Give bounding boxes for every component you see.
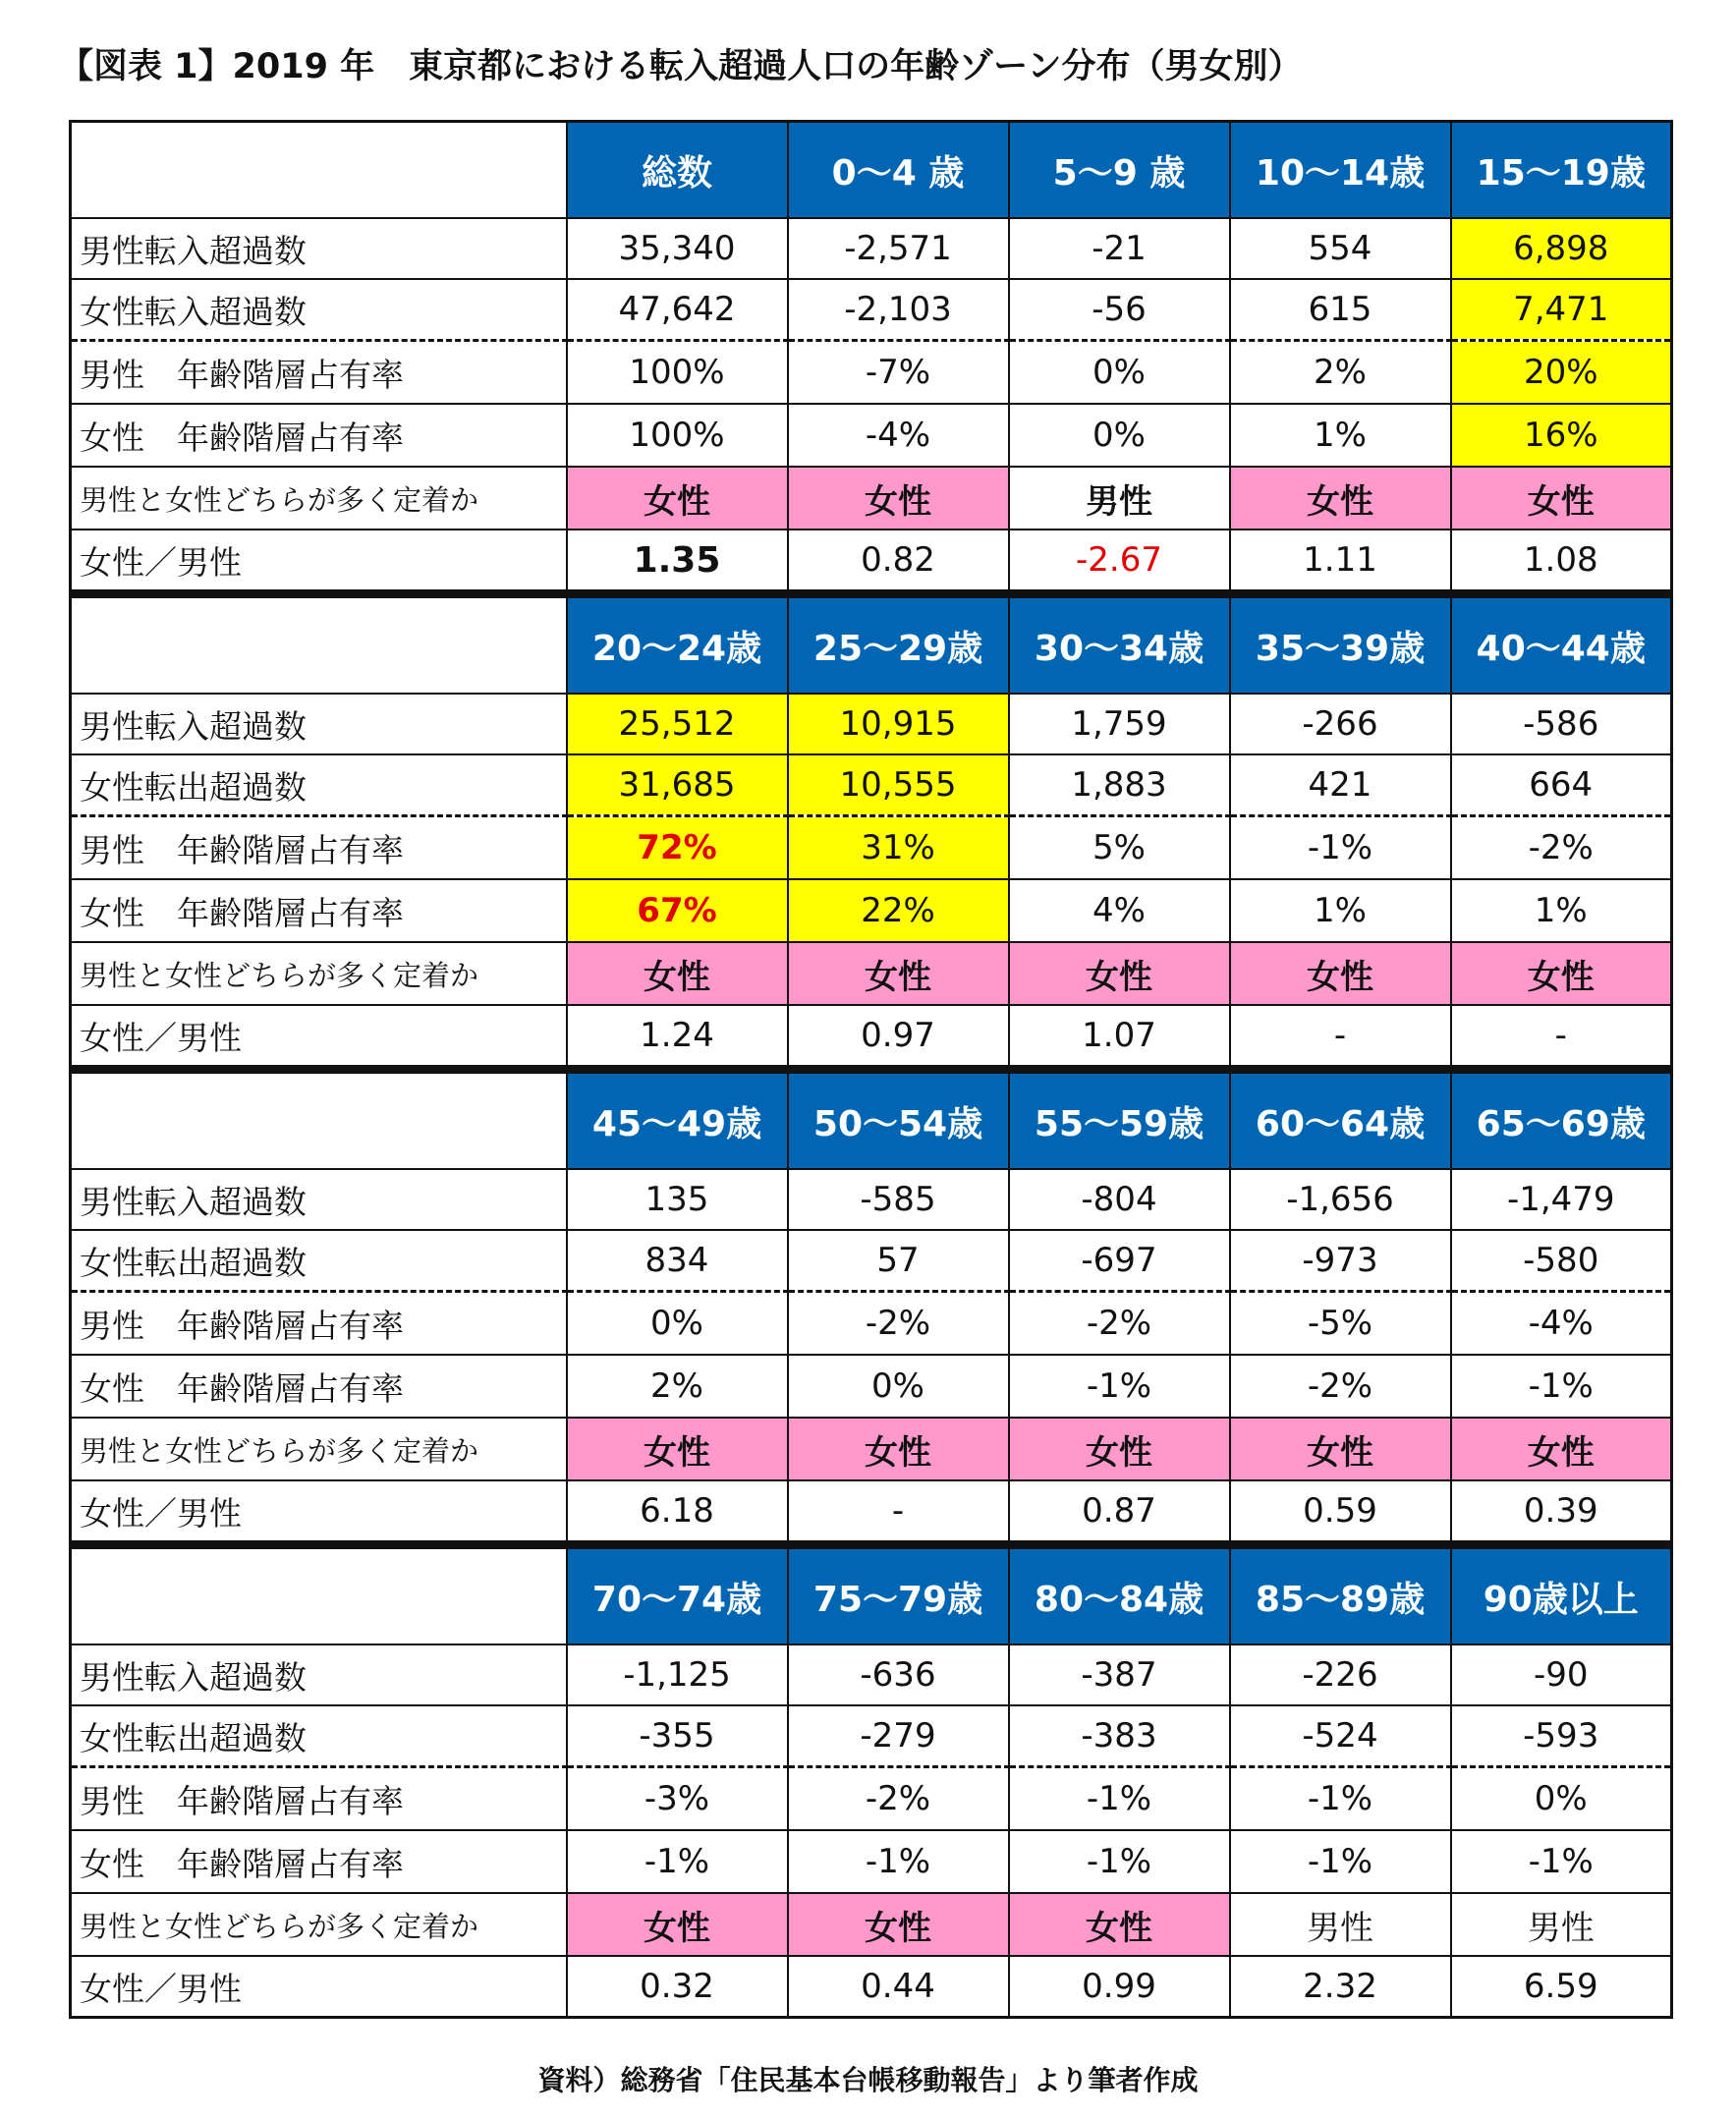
table-cell: 男性 xyxy=(1230,1893,1451,1956)
table-row xyxy=(71,404,1672,467)
table-cell: - xyxy=(1230,1005,1451,1067)
table-cell: -1% xyxy=(1451,1355,1672,1418)
table-cell: 1.24 xyxy=(567,1005,788,1067)
table-cell: 女性 xyxy=(567,1893,788,1956)
header-corner-cell xyxy=(71,122,567,219)
table-cell: 0% xyxy=(1451,1767,1672,1831)
table-cell: 女性 xyxy=(1451,1418,1672,1480)
table-cell: 72% xyxy=(567,816,788,880)
table-cell: -585 xyxy=(788,1169,1009,1230)
age-category-header: 25～29歳 xyxy=(788,595,1009,694)
age-category-header: 10～14歳 xyxy=(1230,122,1451,219)
table-cell: 女性 xyxy=(567,467,788,530)
table-cell: 女性 xyxy=(1451,467,1672,530)
header-corner-cell xyxy=(71,1546,567,1644)
age-category-header: 90歳以上 xyxy=(1451,1546,1672,1644)
row-label: 女性転出超過数 xyxy=(71,1230,567,1292)
table-cell: -7% xyxy=(788,341,1009,405)
table-cell: -4% xyxy=(1451,1292,1672,1356)
table-cell: -2,103 xyxy=(788,279,1009,341)
table-cell: -2% xyxy=(1230,1355,1451,1418)
table-cell: -1% xyxy=(1230,1767,1451,1831)
table-cell: 0.82 xyxy=(788,530,1009,591)
table-cell: -2.67 xyxy=(1009,530,1230,591)
table-cell: 6.18 xyxy=(567,1480,788,1542)
table-cell: 男性 xyxy=(1009,467,1230,530)
table-cell: 0.39 xyxy=(1451,1480,1672,1542)
table-cell: -586 xyxy=(1451,694,1672,754)
table-cell: 女性 xyxy=(1230,942,1451,1005)
table-cell: - xyxy=(788,1480,1009,1542)
table-cell: 57 xyxy=(788,1230,1009,1292)
source-note: 資料）総務省「住民基本台帳移動報告」より筆者作成 xyxy=(537,2064,1199,2096)
table-cell: -266 xyxy=(1230,694,1451,754)
row-label: 男性と女性どちらが多く定着か xyxy=(71,1418,567,1480)
row-label: 女性／男性 xyxy=(71,530,567,591)
header-corner-cell xyxy=(71,595,567,694)
category-header-row xyxy=(71,1071,1672,1169)
table-row xyxy=(71,1830,1672,1893)
table-cell: 1.08 xyxy=(1451,530,1672,591)
table-cell: 615 xyxy=(1230,279,1451,341)
table-cell: 4% xyxy=(1009,879,1230,942)
table-cell: -636 xyxy=(788,1644,1009,1705)
age-category-header: 80～84歳 xyxy=(1009,1546,1230,1644)
row-label: 男性と女性どちらが多く定着か xyxy=(71,1893,567,1956)
table-cell: -2,571 xyxy=(788,218,1009,279)
table-cell: -3% xyxy=(567,1767,788,1831)
table-cell: -2% xyxy=(1451,816,1672,880)
data-table xyxy=(69,120,1670,2019)
table-cell: 1.07 xyxy=(1009,1005,1230,1067)
table-row xyxy=(71,1418,1672,1480)
table-cell: 834 xyxy=(567,1230,788,1292)
table-cell: 2% xyxy=(567,1355,788,1418)
table-cell: 35,340 xyxy=(567,218,788,279)
table-cell: 7,471 xyxy=(1451,279,1672,341)
header-corner-cell xyxy=(71,1071,567,1169)
row-label: 男性 年齢階層占有率 xyxy=(71,1292,567,1356)
table-cell: -1% xyxy=(1009,1355,1230,1418)
table-cell: -1,479 xyxy=(1451,1169,1672,1230)
table-row xyxy=(71,467,1672,530)
table-block-grid xyxy=(69,1543,1673,2019)
table-block xyxy=(69,1543,1670,2019)
table-cell: 0.97 xyxy=(788,1005,1009,1067)
table-block xyxy=(69,120,1670,592)
table-cell: 100% xyxy=(567,341,788,405)
table-row xyxy=(71,816,1672,880)
table-block xyxy=(69,592,1670,1068)
table-cell: -56 xyxy=(1009,279,1230,341)
table-cell: 女性 xyxy=(788,1893,1009,1956)
row-label: 男性転入超過数 xyxy=(71,218,567,279)
table-block-grid xyxy=(69,1068,1673,1543)
figure-title: 【図表 1】2019 年 東京都における転入超過人口の年齢ゾーン分布（男女別） xyxy=(59,47,1303,86)
table-cell: 女性 xyxy=(567,1418,788,1480)
row-label: 男性転入超過数 xyxy=(71,1169,567,1230)
table-cell: 1% xyxy=(1230,879,1451,942)
table-cell: 女性 xyxy=(567,942,788,1005)
table-cell: -1,656 xyxy=(1230,1169,1451,1230)
row-label: 女性 年齢階層占有率 xyxy=(71,1830,567,1893)
table-cell: -5% xyxy=(1230,1292,1451,1356)
table-cell: 1.35 xyxy=(567,530,788,591)
row-label: 女性／男性 xyxy=(71,1005,567,1067)
table-cell: -2% xyxy=(788,1292,1009,1356)
age-category-header: 20～24歳 xyxy=(567,595,788,694)
table-row xyxy=(71,694,1672,754)
table-cell: -1% xyxy=(1230,1830,1451,1893)
table-cell: -973 xyxy=(1230,1230,1451,1292)
age-category-header: 55～59歳 xyxy=(1009,1071,1230,1169)
table-cell: -383 xyxy=(1009,1705,1230,1767)
table-cell: 20% xyxy=(1451,341,1672,405)
table-cell: -580 xyxy=(1451,1230,1672,1292)
table-cell: 5% xyxy=(1009,816,1230,880)
table-cell: 554 xyxy=(1230,218,1451,279)
row-label: 女性 年齢階層占有率 xyxy=(71,1355,567,1418)
table-row xyxy=(71,218,1672,279)
row-label: 女性／男性 xyxy=(71,1956,567,2018)
row-label: 男性 年齢階層占有率 xyxy=(71,816,567,880)
table-cell: 6.59 xyxy=(1451,1956,1672,2018)
table-cell: 0% xyxy=(1009,341,1230,405)
table-cell: 1% xyxy=(1451,879,1672,942)
table-cell: 31,685 xyxy=(567,754,788,816)
table-cell: -1% xyxy=(788,1830,1009,1893)
table-cell: -1% xyxy=(1009,1767,1230,1831)
age-category-header: 30～34歳 xyxy=(1009,595,1230,694)
table-cell: 0.44 xyxy=(788,1956,1009,2018)
table-cell: -90 xyxy=(1451,1644,1672,1705)
table-cell: 2% xyxy=(1230,341,1451,405)
table-row xyxy=(71,879,1672,942)
table-cell: 1% xyxy=(1230,404,1451,467)
row-label: 女性転出超過数 xyxy=(71,754,567,816)
table-row xyxy=(71,1644,1672,1705)
table-block xyxy=(69,1068,1670,1543)
category-header-row xyxy=(71,122,1672,219)
age-category-header: 15～19歳 xyxy=(1451,122,1672,219)
age-category-header: 5～9 歳 xyxy=(1009,122,1230,219)
table-row xyxy=(71,1893,1672,1956)
table-cell: 0.32 xyxy=(567,1956,788,2018)
age-category-header: 40～44歳 xyxy=(1451,595,1672,694)
age-category-header: 50～54歳 xyxy=(788,1071,1009,1169)
table-cell: -697 xyxy=(1009,1230,1230,1292)
table-cell: -1% xyxy=(567,1830,788,1893)
row-label: 女性 年齢階層占有率 xyxy=(71,879,567,942)
table-cell: -1% xyxy=(1009,1830,1230,1893)
table-cell: - xyxy=(1451,1005,1672,1067)
table-cell: 135 xyxy=(567,1169,788,1230)
table-row xyxy=(71,279,1672,341)
row-label: 男性 年齢階層占有率 xyxy=(71,341,567,405)
row-label: 男性転入超過数 xyxy=(71,1644,567,1705)
table-cell: -226 xyxy=(1230,1644,1451,1705)
table-cell: 6,898 xyxy=(1451,218,1672,279)
table-cell: 47,642 xyxy=(567,279,788,341)
table-cell: 1,759 xyxy=(1009,694,1230,754)
age-category-header: 65～69歳 xyxy=(1451,1071,1672,1169)
table-cell: -387 xyxy=(1009,1644,1230,1705)
table-cell: 0.87 xyxy=(1009,1480,1230,1542)
table-cell: 女性 xyxy=(788,467,1009,530)
table-cell: 0.99 xyxy=(1009,1956,1230,2018)
table-row xyxy=(71,1705,1672,1767)
table-cell: -4% xyxy=(788,404,1009,467)
row-label: 女性転入超過数 xyxy=(71,279,567,341)
table-cell: 男性 xyxy=(1451,1893,1672,1956)
table-row xyxy=(71,1767,1672,1831)
table-cell: -1% xyxy=(1230,816,1451,880)
table-row xyxy=(71,1292,1672,1356)
table-cell: 0% xyxy=(1009,404,1230,467)
age-category-header: 75～79歳 xyxy=(788,1546,1009,1644)
row-label: 女性転出超過数 xyxy=(71,1705,567,1767)
table-row xyxy=(71,1355,1672,1418)
age-category-header: 45～49歳 xyxy=(567,1071,788,1169)
table-cell: 女性 xyxy=(1451,942,1672,1005)
table-cell: 女性 xyxy=(1009,1893,1230,1956)
table-cell: 女性 xyxy=(788,942,1009,1005)
table-row xyxy=(71,1480,1672,1542)
table-row xyxy=(71,1230,1672,1292)
age-category-header: 0～4 歳 xyxy=(788,122,1009,219)
table-row xyxy=(71,942,1672,1005)
age-category-header: 総数 xyxy=(567,122,788,219)
row-label: 男性と女性どちらが多く定着か xyxy=(71,942,567,1005)
table-cell: 10,915 xyxy=(788,694,1009,754)
table-row xyxy=(71,1005,1672,1067)
row-label: 男性と女性どちらが多く定着か xyxy=(71,467,567,530)
table-row xyxy=(71,754,1672,816)
table-block-grid xyxy=(69,120,1673,592)
row-label: 男性転入超過数 xyxy=(71,694,567,754)
table-cell: -1,125 xyxy=(567,1644,788,1705)
row-label: 男性 年齢階層占有率 xyxy=(71,1767,567,1831)
table-cell: 16% xyxy=(1451,404,1672,467)
age-category-header: 70～74歳 xyxy=(567,1546,788,1644)
category-header-row xyxy=(71,595,1672,694)
table-cell: 22% xyxy=(788,879,1009,942)
table-cell: 100% xyxy=(567,404,788,467)
table-cell: -2% xyxy=(1009,1292,1230,1356)
table-cell: -1% xyxy=(1451,1830,1672,1893)
row-label: 女性／男性 xyxy=(71,1480,567,1542)
table-cell: -355 xyxy=(567,1705,788,1767)
table-cell: 1.11 xyxy=(1230,530,1451,591)
table-cell: -524 xyxy=(1230,1705,1451,1767)
table-row xyxy=(71,341,1672,405)
table-cell: -21 xyxy=(1009,218,1230,279)
table-cell: 10,555 xyxy=(788,754,1009,816)
age-category-header: 60～64歳 xyxy=(1230,1071,1451,1169)
table-cell: 0% xyxy=(567,1292,788,1356)
table-cell: -279 xyxy=(788,1705,1009,1767)
table-cell: 女性 xyxy=(1009,942,1230,1005)
table-cell: -593 xyxy=(1451,1705,1672,1767)
table-cell: 女性 xyxy=(1009,1418,1230,1480)
age-category-header: 85～89歳 xyxy=(1230,1546,1451,1644)
table-cell: 31% xyxy=(788,816,1009,880)
table-cell: 0% xyxy=(788,1355,1009,1418)
table-cell: 女性 xyxy=(788,1418,1009,1480)
table-cell: 2.32 xyxy=(1230,1956,1451,2018)
table-cell: -804 xyxy=(1009,1169,1230,1230)
table-row xyxy=(71,1169,1672,1230)
age-category-header: 35～39歳 xyxy=(1230,595,1451,694)
table-cell: 女性 xyxy=(1230,1418,1451,1480)
table-cell: 1,883 xyxy=(1009,754,1230,816)
table-cell: 421 xyxy=(1230,754,1451,816)
category-header-row xyxy=(71,1546,1672,1644)
table-cell: 女性 xyxy=(1230,467,1451,530)
table-row xyxy=(71,1956,1672,2018)
table-cell: 664 xyxy=(1451,754,1672,816)
table-cell: -2% xyxy=(788,1767,1009,1831)
row-label: 女性 年齢階層占有率 xyxy=(71,404,567,467)
table-block-grid xyxy=(69,592,1673,1068)
table-cell: 25,512 xyxy=(567,694,788,754)
table-cell: 67% xyxy=(567,879,788,942)
table-cell: 0.59 xyxy=(1230,1480,1451,1542)
table-row xyxy=(71,530,1672,591)
